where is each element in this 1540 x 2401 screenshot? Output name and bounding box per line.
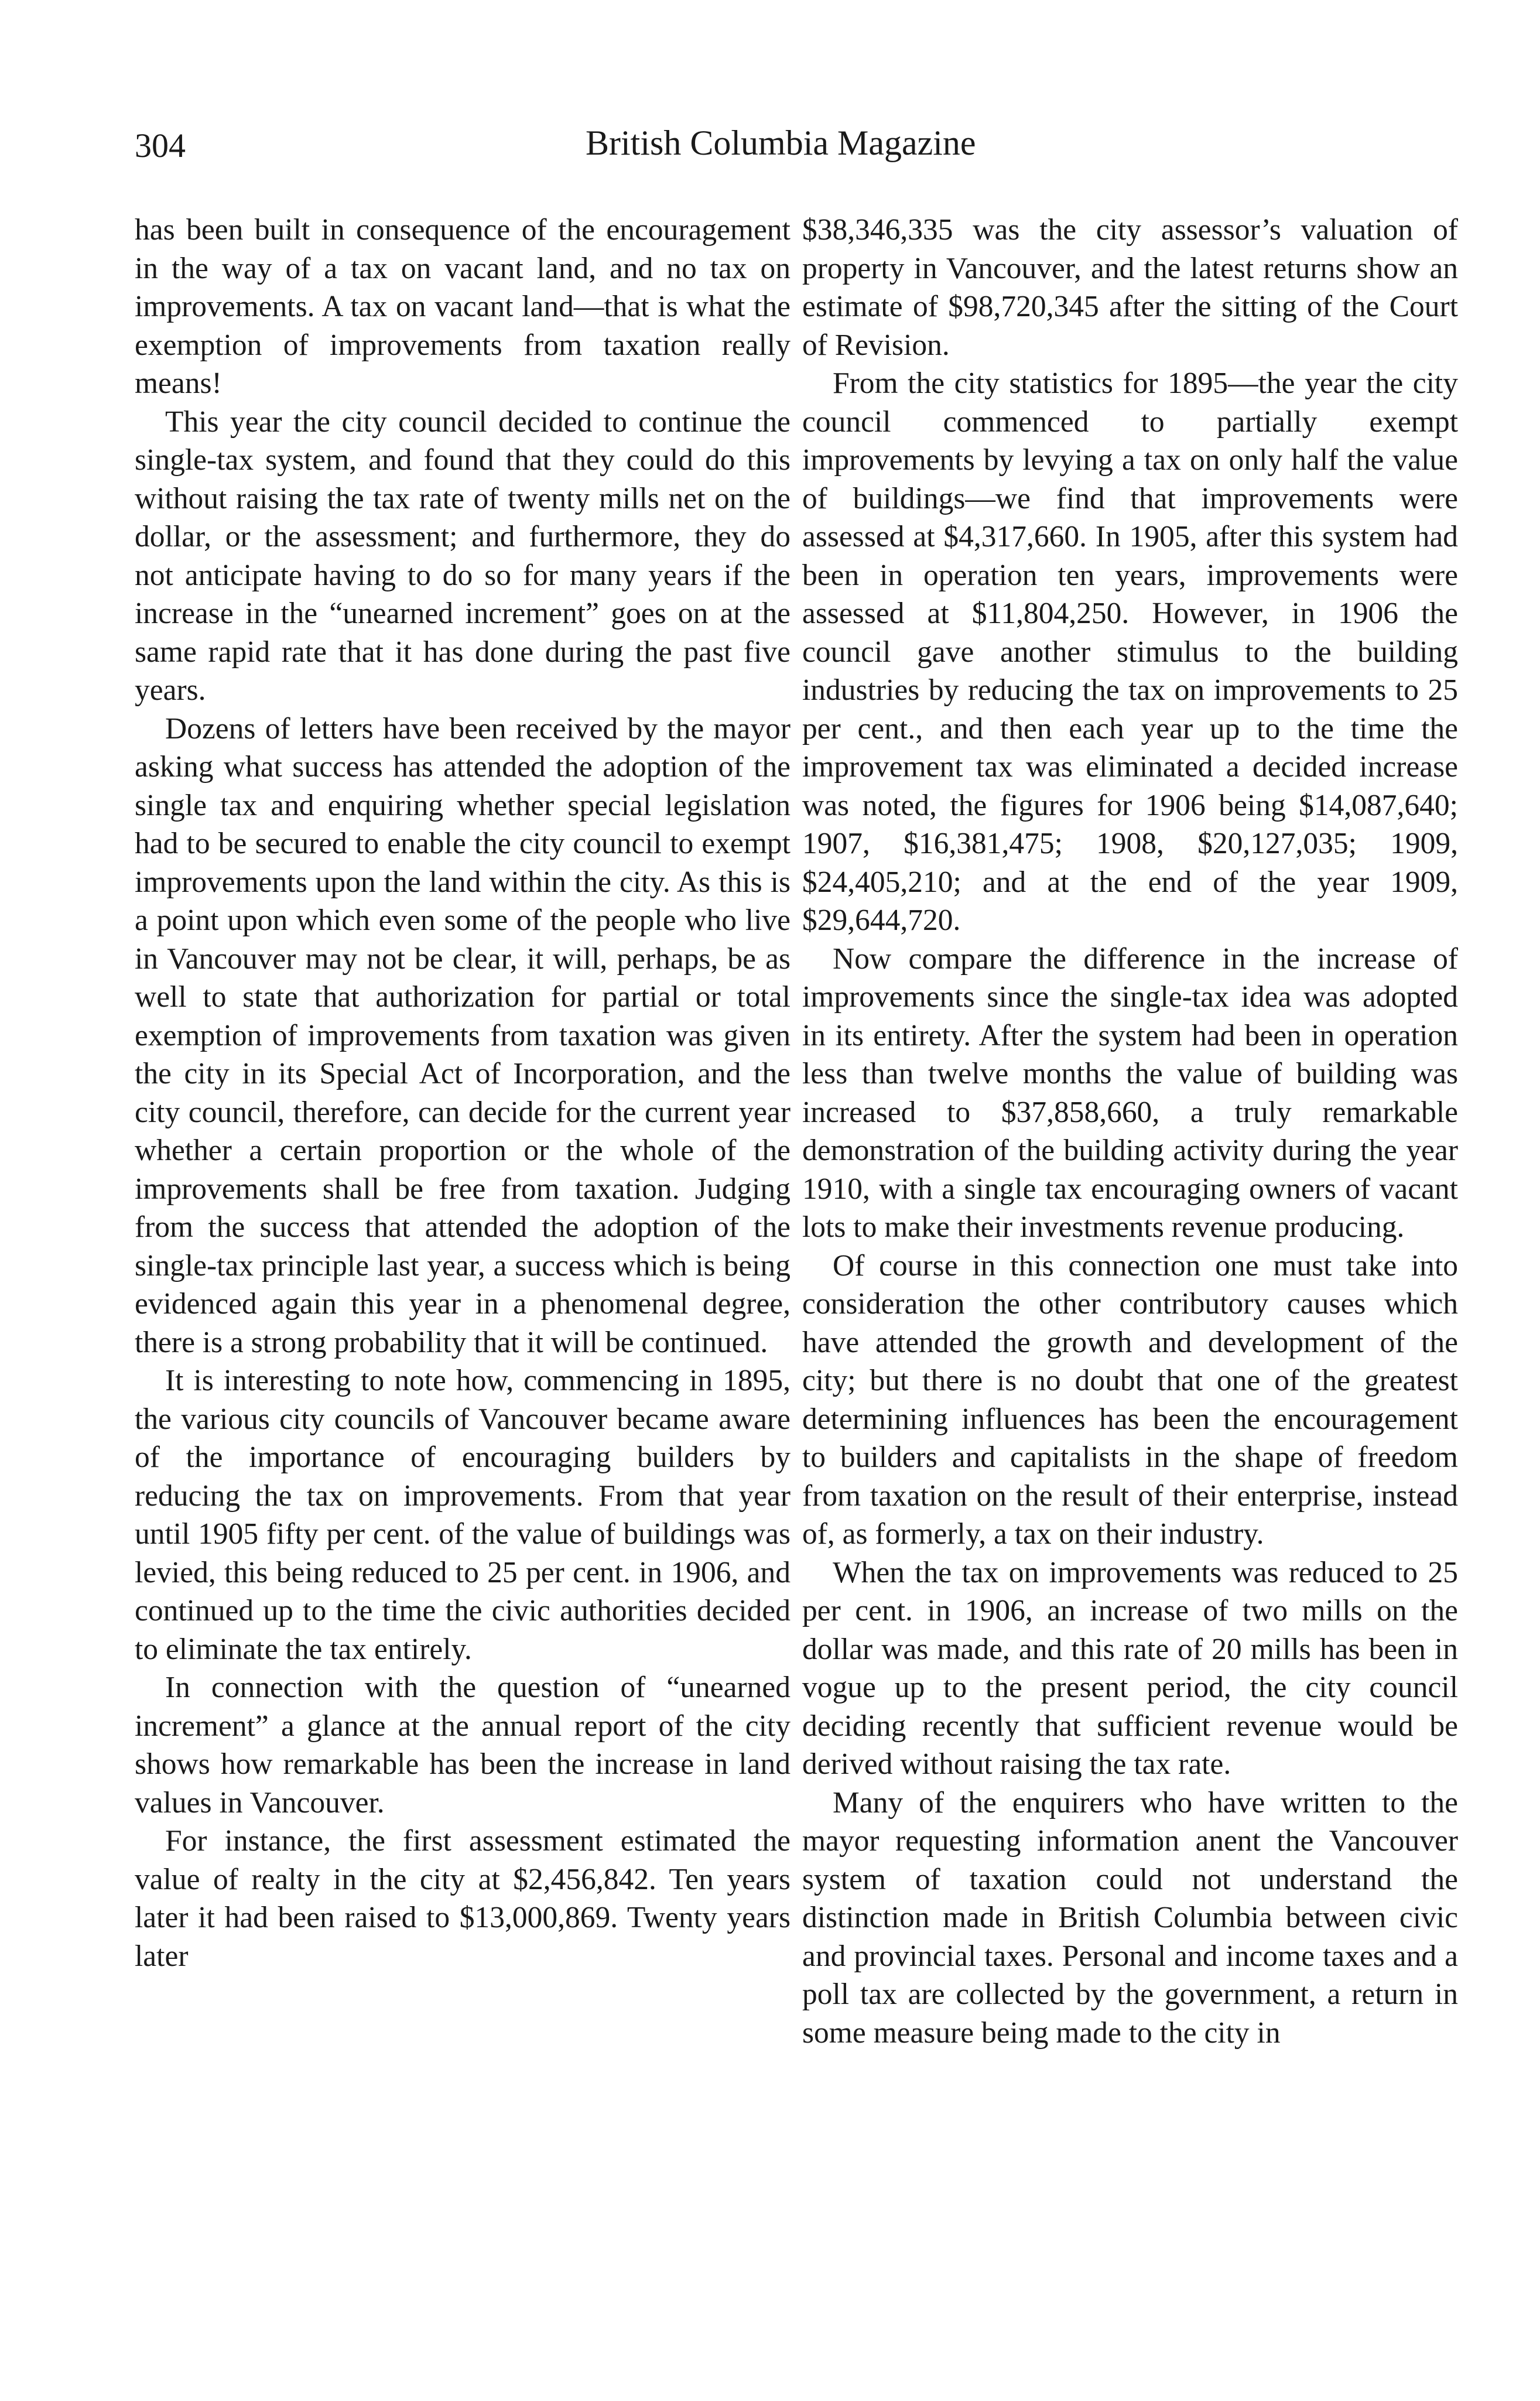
paragraph: $38,346,335 was the city assessor’s valuation of property in Vancouver, and the latest returns show an estimate of $98,720,345 after the sitting of the Court of Revision.	[802, 213, 1458, 362]
paragraph: From the city statistics for 1895—the year the city council commenced to partially exempt improvements by levying a tax on only half the value of buildings—we find that improvements were assessed at $4,317,660. In 1905, after this system had been in operation ten years, improvements were assessed at $11,804,250. However, in 1906 the council gave another stimulus to the building industries by reducing the tax on improvements to 25 per cent., and then each year up to the time the improvement tax was eliminated a decided increase was noted, the figures for 1906 being $14,087,640; 1907, $16,381,475; 1908, $20,127,035; 1909, $24,405,210; and at the end of the year 1909, $29,644,720.	[802, 367, 1458, 937]
page-number: 304	[135, 126, 186, 165]
running-head: British Columbia Magazine	[586, 124, 976, 162]
paragraph: has been built in consequence of the encouragement in the way of a tax on vacant land, and no tax on improvements. A tax on vacant land—that is what the exemption of improvements from taxation really means!	[135, 213, 790, 400]
paragraph: Now compare the difference in the increase of improvements since the single-tax idea was adopted in its entirety. After the system had been in operation less than twelve months the value of building was increased to $37,858,660, a truly remarkable demonstration of the building activity during the year 1910, with a single tax encouraging owners of vacant lots to make their investments revenue producing.	[802, 942, 1458, 1244]
paragraph: In connection with the question of “unearned increment” a glance at the annual report of the city shows how remarkable has been the increase in land values in Vancouver.	[135, 1671, 790, 1819]
paragraph: Of course in this connection one must take into consideration the other contributory causes which have attended the growth and development of the city; but there is no doubt that one of the greatest determining influences has been the encouragement to builders and capitalists in the shape of freedom from taxation on the result of their enterprise, instead of, as formerly, a tax on their industry.	[802, 1249, 1458, 1551]
paragraph: Dozens of letters have been received by the mayor asking what success has attended the adoption of the single tax and enquiring whether special legislation had to be secured to enable the city council to exempt improvements upon the land within the city. As this is a point upon which even some of the people who live in Vancouver may not be clear, it will, perhaps, be as well to state that authorization for partial or total exemption of improvements from taxation was given the city in its Special Act of Incorporation, and the city council, therefore, can decide for the current year whether a certain proportion or the whole of the improvements shall be free from taxation. Judging from the success that attended the adoption of the single-tax principle last year, a success which is being evidenced again this year in a phenomenal degree, there is a strong probability that it will be continued.	[135, 712, 790, 1359]
paragraph: This year the city council decided to continue the single-tax system, and found that they could do this without raising the tax rate of twenty mills net on the dollar, or the assessment; and furthermore, they do not anticipate having to do so for many years if the increase in the “unearned increment” goes on at the same rapid rate that it has done during the past five years.	[135, 405, 790, 707]
paragraph: Many of the enquirers who have written to the mayor requesting information anent the Vancouver system of taxation could not understand the distinction made in British Columbia between civic and provincial taxes. Personal and income taxes and a poll tax are collected by the government, a return in some measure being made to the city in	[802, 1786, 1458, 2050]
paragraph: When the tax on improvements was reduced to 25 per cent. in 1906, an increase of two mills on the dollar was made, and this rate of 20 mills has been in vogue up to the present period, the city council deciding recently that sufficient revenue would be derived without raising the tax rate.	[802, 1555, 1458, 1781]
right-column	[802, 211, 1458, 2052]
paragraph: For instance, the first assessment estimated the value of realty in the city at $2,456,842. Ten years later it had been raised to $13,000,869. Twenty years later	[135, 1824, 790, 1973]
left-column	[135, 211, 790, 1975]
paragraph: It is interesting to note how, commencing in 1895, the various city councils of Vancouver became aware of the importance of encouraging builders by reducing the tax on improvements. From that year until 1905 fifty per cent. of the value of buildings was levied, this being reduced to 25 per cent. in 1906, and continued up to the time the civic authorities decided to eliminate the tax entirely.	[135, 1364, 790, 1666]
